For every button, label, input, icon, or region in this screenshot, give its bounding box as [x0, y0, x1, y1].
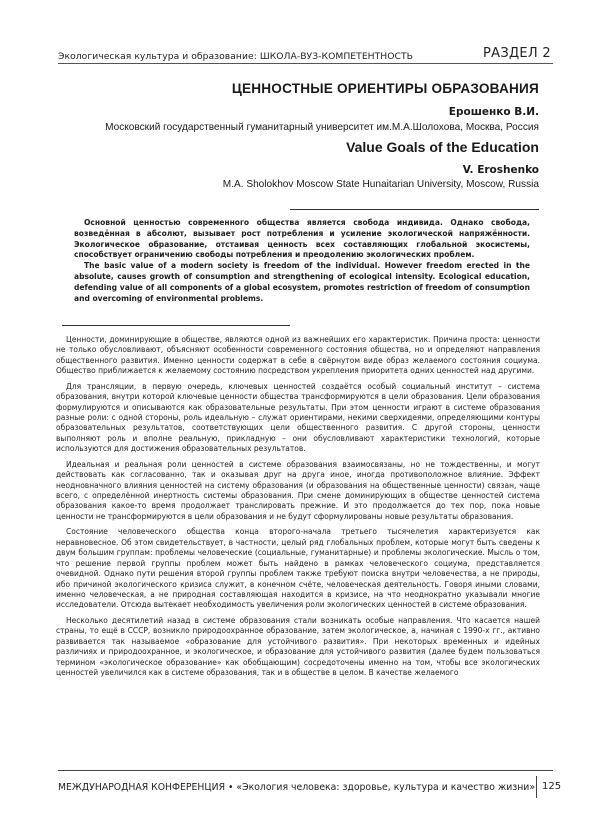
affiliation-ru: Московский государственный гуманитарный университет им.М.А.Шолохова, Москва, Россия — [105, 122, 539, 133]
article-body — [56, 335, 540, 684]
abstract-top-rule — [290, 209, 539, 210]
article-title-ru: ЦЕННОСТНЫЕ ОРИЕНТИРЫ ОБРАЗОВАНИЯ — [231, 81, 539, 96]
body-paragraph: Для трансляции, в первую очередь, ключевых ценностей создаётся особый социальный институт – система образования, внутри которой ключевые ценности общества трансформируются в цели образования. Цели образования формулируются и описываются как образовательные результаты. При этом ценности играют в системе образования разные роли: с одной стороны, роль идеальную – служат ориентирами, некими сверхидеями, определяющими контуры образовательных результатов, соответствующих цели общественного развития. С другой стороны, ценности выполняют роль и вполне реальную, прикладную – они обусловливают характеристики технологий, которые используются для достижения образовательных результатов. — [56, 381, 540, 454]
abstract-ru: Основной ценностью современного общества является свобода индивида. Однако свобода, возведённая в абсолют, вызывает рост потребления и усиление экологической напряжённости. Экологическое образование, отстаивая ценность всех составляющих глобальной экосистемы, способствует ограничению свободы потребления и преодолению экологических проблем. — [74, 218, 530, 260]
affiliation-en: M.A. Sholokhov Moscow State Hunaitarian University, Moscow, Russia — [222, 179, 539, 190]
abstract — [74, 218, 530, 304]
author-ru: Ерошенко В.И. — [448, 106, 539, 118]
abstract-bottom-rule — [62, 325, 290, 326]
body-paragraph: Несколько десятилетий назад в системе образования стали возникать особые направления. Что касается нашей страны, то ещё в СССР, возникло природоохранное образование, затем экологическое, а, начиная с 1990-х гг., активно развивается так называемое «образование для устойчивого развития». При некоторых временных и идейных различиях и природоохранное, и экологическое, и образование для устойчивого развития (далее будем пользоваться термином «экологическое образование» как обобщающим) сосредоточены именно на том, чтобы все экологических ценностей увеличился как в системе образования, так и в обществе в целом. В качестве желаемого — [56, 615, 540, 677]
running-header-journal: Экологическая культура и образование: ШКОЛА-ВУЗ-КОМПЕТЕНТНОСТЬ — [58, 51, 414, 62]
body-paragraph: Идеальная и реальная роли ценностей в системе образования взаимосвязаны, но не тождественны, и могут действовать как согласованно, так и оказывая друг на друга иное, иногда противоположное влияние. Эффект неодновначного влияния ценностей на систему образования (и образования на общественные ценности) связан, чаще всего, с определённой инертность системы образования. При смене доминирующих в обществе ценностей система образования какое-то время продолжает транслировать прежние. И это продолжается до тех пор, пока новые ценности не трансформируются в цели образования и не будут сформулированы новые результаты образования. — [56, 459, 540, 521]
header-divider — [58, 63, 553, 64]
page-number: 125 — [542, 781, 562, 792]
running-header-section: РАЗДЕЛ 2 — [482, 46, 551, 61]
article-title-en: Value Goals of the Education — [346, 139, 539, 155]
footer-conference: МЕЖДУНАРОДНАЯ КОНФЕРЕНЦИЯ • «Экология человека: здоровье, культура и качество жизни» — [58, 782, 536, 793]
footer-divider — [58, 770, 553, 771]
footer-separator — [536, 776, 537, 798]
abstract-en: The basic value of a modern society is freedom of the individual. However freedom erected in the absolute, causes growth of consumption and strengthening of ecological intensity. Ecological education, defending value of all components of a global ecosystem, promotes restriction of freedom of consumption and overcoming of environmental problems. — [74, 261, 530, 303]
body-paragraph: Состояние человеческого общества конца второго-начала третьего тысячелетия характеризуется как неравновесное. Об этом свидетельствует, в частности, целый ряд глобальных проблем, которые могут быть сведены к двум большим группам: проблемы человеческие (социальные, гуманитарные) и проблемы экологические. Мысль о том, что решение первой группы проблем может быть найдено в рамках человеческого социума, представляется очевидной. Однако пути решения второй группы проблем также требуют поиска внутри человечества, а не природы, ибо причиной экологического кризиса служит, в конечном счёте, человеческая деятельность. Говоря иными словами, именно человеческая, а не природная составляющая находится в кризисе, на что неоднократно указывали многие исследователи. Отсюда вытекает необходимость увеличения роли экологических ценностей в системе образования. — [56, 527, 540, 610]
author-en: V. Eroshenko — [462, 164, 539, 176]
body-paragraph: Ценности, доминирующие в обществе, являются одной из важнейших его характеристик. Причина проста: ценности не только обусловливают, объясняют особенности современного состояния общества, но и определяют направления общественного развития. Именно ценности содержат в себе в свёрнутом виде образ желаемого состояния социума. Общество приближается к желаемому состоянию посредством укрепления приоритета одних ценностей над другими. — [56, 335, 540, 376]
